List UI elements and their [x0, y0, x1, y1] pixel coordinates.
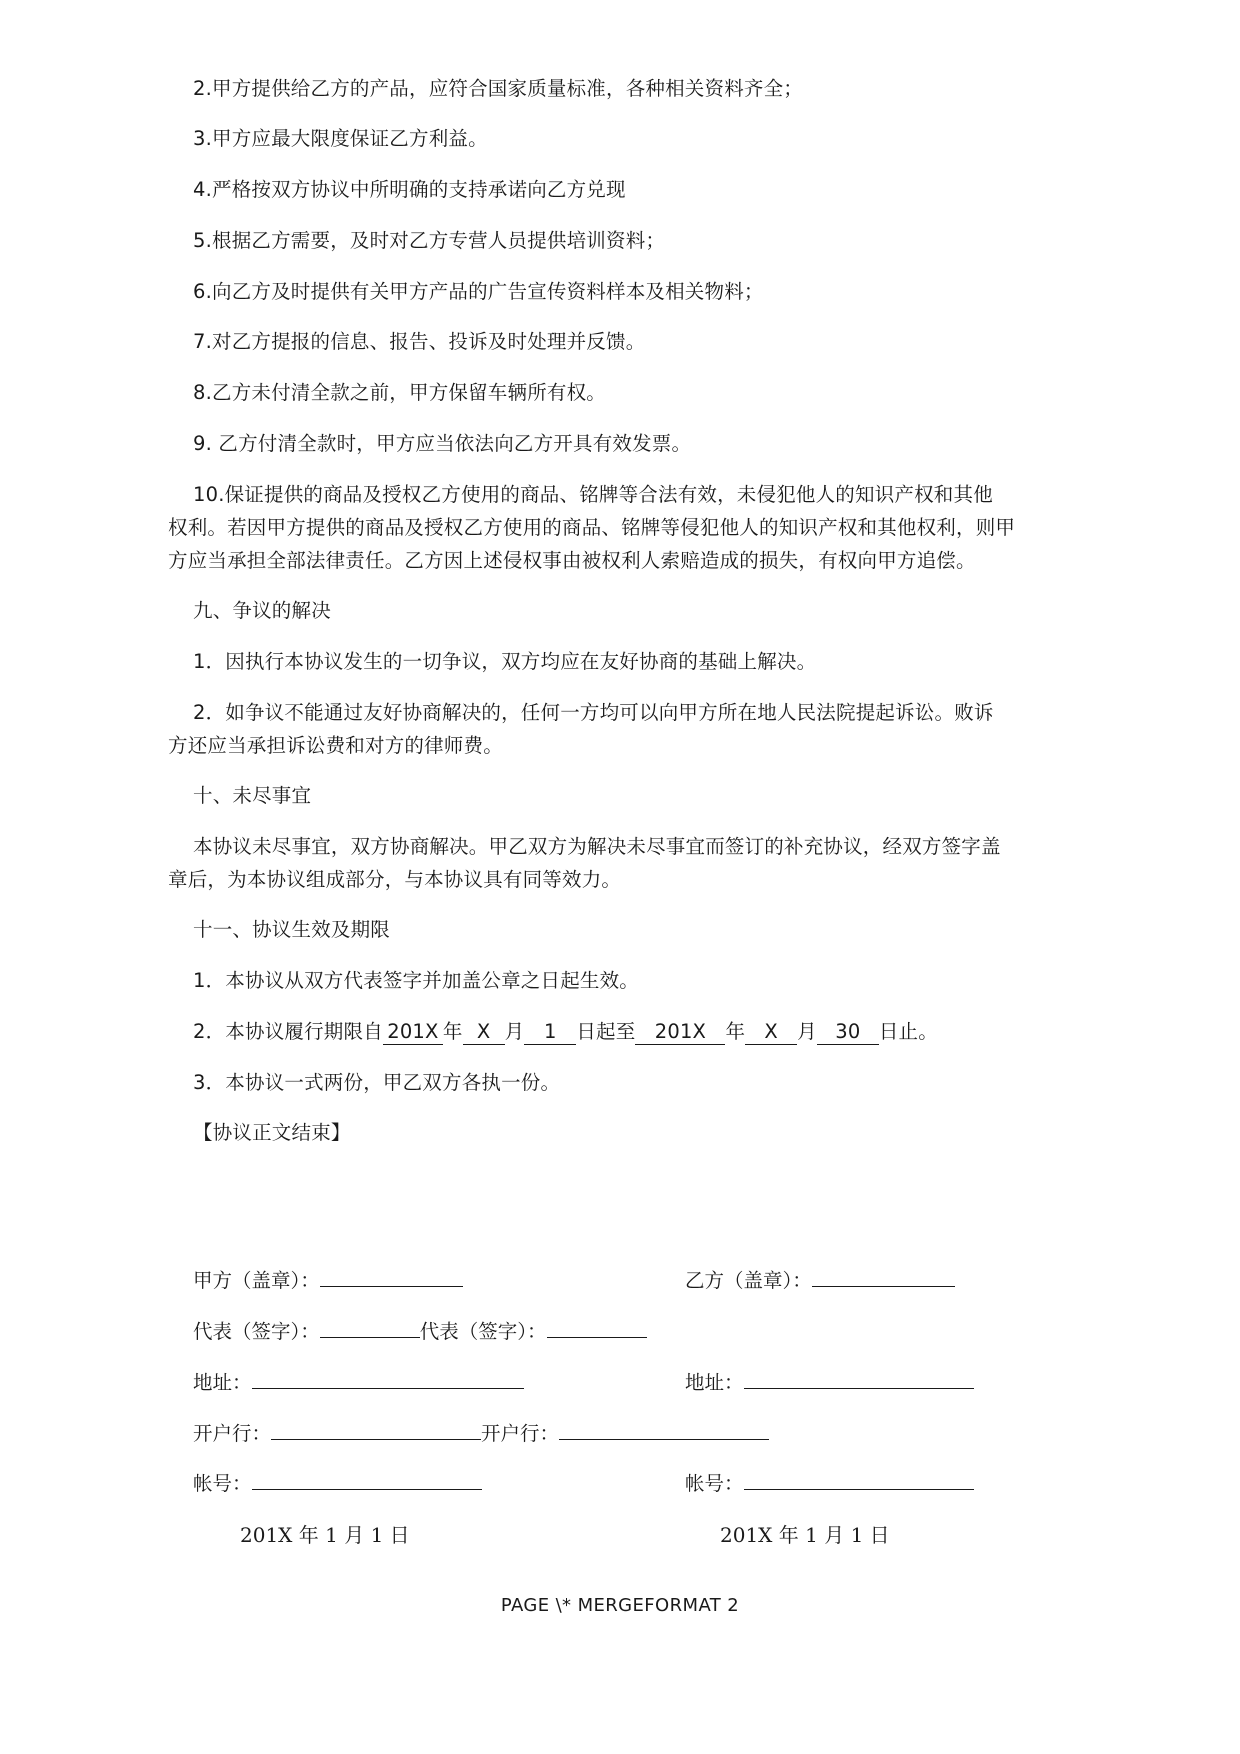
address-b-blank — [744, 1368, 974, 1389]
account-b-blank — [744, 1469, 974, 1490]
party-b-date: 201X 年 1 月 1 日 — [720, 1523, 890, 1547]
section-10-para-line-2: 章后，为本协议组成部分，与本协议具有同等效力。 — [168, 868, 622, 891]
section-10-para-line-1: 本协议未尽事宜，双方协商解决。甲乙双方为解决未尽事宜而签订的补充协议，经双方签字盖 — [193, 835, 1001, 858]
clause-10-line-1: 10.保证提供的商品及授权乙方使用的商品、铭牌等合法有效，未侵犯他人的知识产权和其他 — [193, 483, 993, 506]
year-label: 年 — [442, 1020, 463, 1043]
clause-10-line-3: 方应当承担全部法律责任。乙方因上述侵权事由被权利人索赔造成的损失，有权向甲方追偿。 — [168, 549, 976, 572]
address-b-row — [685, 1366, 974, 1400]
bank-b-label: 开户行： — [481, 1422, 560, 1445]
term-mid: 日起至 — [576, 1020, 636, 1043]
section-11-item-2 — [193, 1015, 1093, 1049]
term-suffix: 日止。 — [878, 1020, 938, 1043]
address-a-row — [193, 1366, 524, 1400]
clause-9: 9. 乙方付清全款时，甲方应当依法向乙方开具有效发票。 — [193, 432, 692, 455]
address-a-blank — [252, 1368, 524, 1389]
representative-row — [193, 1315, 647, 1349]
end-month: X — [745, 1020, 797, 1045]
account-a-blank — [252, 1469, 482, 1490]
rep-b-label: 代表（签字）： — [419, 1320, 547, 1343]
clause-8: 8.乙方未付清全款之前，甲方保留车辆所有权。 — [193, 381, 607, 404]
month-label: 月 — [797, 1020, 817, 1043]
bank-a-blank — [271, 1419, 481, 1440]
party-a-seal-label: 甲方（盖章）： — [193, 1269, 320, 1292]
clause-4: 4.严格按双方协议中所明确的支持承诺向乙方兑现 — [193, 178, 626, 201]
party-b-seal-row — [685, 1264, 955, 1298]
bank-row — [193, 1417, 769, 1451]
bank-b-blank — [559, 1419, 769, 1440]
clause-5: 5.根据乙方需要，及时对乙方专营人员提供培训资料； — [193, 229, 666, 252]
section-11-item-1: 1．本协议从双方代表签字并加盖公章之日起生效。 — [193, 969, 640, 992]
end-day: 30 — [817, 1020, 879, 1045]
address-b-label: 地址： — [685, 1371, 744, 1394]
section-10-title: 十、未尽事宜 — [193, 784, 312, 807]
clause-7: 7.对乙方提报的信息、报告、投诉及时处理并反馈。 — [193, 330, 646, 353]
account-b-row — [685, 1467, 974, 1501]
start-day: 1 — [524, 1020, 576, 1045]
page-footer-field: PAGE \* MERGEFORMAT 2 — [500, 1595, 740, 1616]
section-9-item-1: 1．因执行本协议发生的一切争议，双方均应在友好协商的基础上解决。 — [193, 650, 817, 673]
rep-b-blank — [547, 1317, 647, 1338]
term-prefix: 2．本协议履行期限自 — [193, 1020, 383, 1043]
account-a-label: 帐号： — [193, 1472, 252, 1495]
start-year: 201X — [383, 1020, 443, 1045]
party-b-seal-blank — [812, 1266, 955, 1287]
clause-3: 3.甲方应最大限度保证乙方利益。 — [193, 127, 488, 150]
clause-10-line-2: 权利。若因甲方提供的商品及授权乙方使用的商品、铭牌等侵犯他人的知识产权和其他权利，则甲 — [168, 516, 1016, 539]
section-11-title: 十一、协议生效及期限 — [193, 918, 391, 941]
section-9-item-2-line-2: 方还应当承担诉讼费和对方的律师费。 — [168, 734, 503, 757]
party-a-seal-row — [193, 1264, 463, 1298]
account-a-row — [193, 1467, 482, 1501]
party-a-date: 201X 年 1 月 1 日 — [240, 1523, 410, 1547]
section-9-title: 九、争议的解决 — [193, 599, 331, 622]
end-of-text-note: 【协议正文结束】 — [193, 1121, 351, 1144]
rep-a-blank — [320, 1317, 420, 1338]
section-9-item-2-line-1: 2．如争议不能通过友好协商解决的，任何一方均可以向甲方所在地人民法院提起诉讼。败诉 — [193, 701, 994, 724]
rep-a-label: 代表（签字）： — [193, 1320, 320, 1343]
start-month: X — [463, 1020, 505, 1045]
year-label: 年 — [725, 1020, 746, 1043]
end-year: 201X — [635, 1020, 725, 1045]
section-11-item-3: 3．本协议一式两份，甲乙双方各执一份。 — [193, 1071, 561, 1094]
party-b-seal-label: 乙方（盖章）： — [685, 1269, 812, 1292]
bank-a-label: 开户行： — [193, 1422, 272, 1445]
account-b-label: 帐号： — [685, 1472, 744, 1495]
clause-2: 2.甲方提供给乙方的产品，应符合国家质量标准，各种相关资料齐全； — [193, 77, 804, 100]
clause-6: 6.向乙方及时提供有关甲方产品的广告宣传资料样本及相关物料； — [193, 280, 764, 303]
month-label: 月 — [504, 1020, 525, 1043]
address-a-label: 地址： — [193, 1371, 252, 1394]
party-a-seal-blank — [320, 1266, 463, 1287]
